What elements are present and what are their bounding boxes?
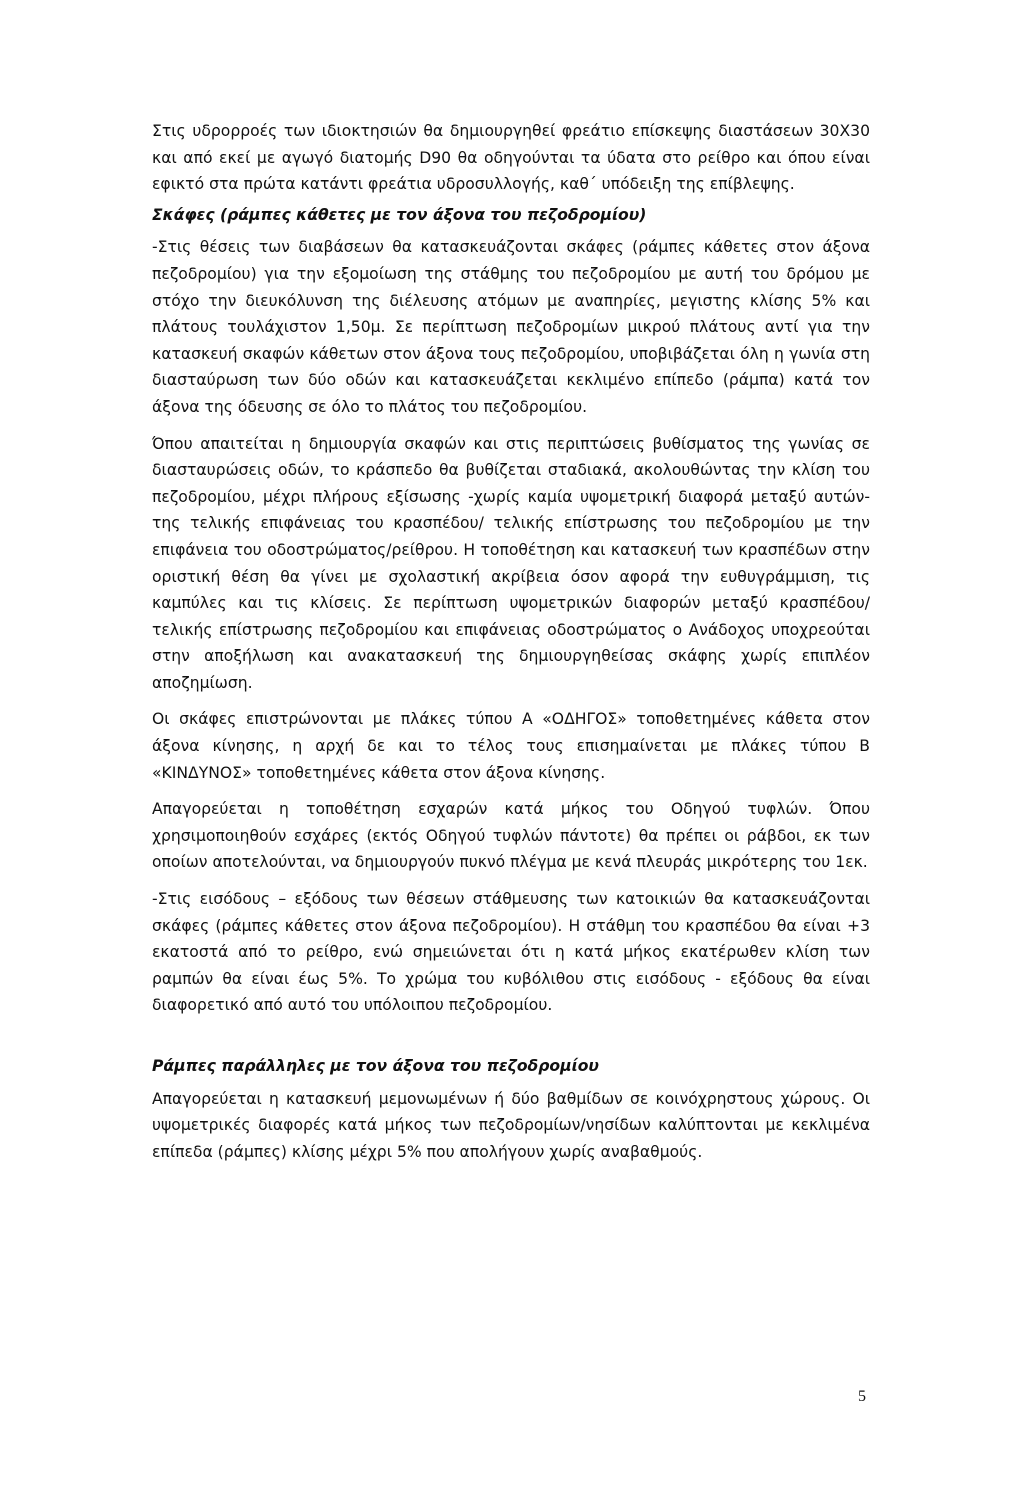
document-body [152,118,870,1175]
paragraph-gratings: Απαγορεύεται η τοποθέτηση εσχαρών κατά μήκος του Οδηγού τυφλών. Όπου χρησιμοποιηθούν εσχάρες (εκτός Οδηγού τυφλών πάντοτε) θα πρέπει οι ράβδοι, εκ των οποίων αποτελούνται, να δημιουργούν πυκνό πλέγμα με κενά πλευράς μικρότερης του 1εκ. [152,800,870,872]
page-number: 5 [858,1388,866,1405]
paragraph-parking-entrances: -Στις εισόδους – εξόδους των θέσεων στάθμευσης των κατοικιών θα κατασκευάζονται σκάφες (ράμπες κάθετες στον άξονα πεζοδρομίου). Η στάθμη του κρασπέδου θα είναι +3 εκατοστά από το ρείθρο, ενώ σημειώνεται ότι η κατά μήκος εκατέρωθεν κλίση των ραμπών θα είναι έως 5%. Το χρώμα του κυβόλιθου στις εισόδους - εξόδους θα είναι διαφορετικό από αυτό του υπόλοιπου πεζοδρομίου. [152,890,870,1015]
paragraph-tactile-tiles: Οι σκάφες επιστρώνονται με πλάκες τύπου Α «ΟΔΗΓΟΣ» τοποθετημένες κάθετα στον άξονα κίνησης, η αρχή δε και το τέλος τους επισημαίνεται με πλάκες τύπου Β «ΚΙΝΔΥΝΟΣ» τοποθετημένες κάθετα στον άξονα κίνησης. [152,710,870,782]
paragraph-crossings: -Στις θέσεις των διαβάσεων θα κατασκευάζονται σκάφες (ράμπες κάθετες στον άξονα πεζοδρομίου) για την εξομοίωση της στάθμης του πεζοδρομίου με αυτή του δρόμου με στόχο την διευκόλυνση της διέλευσης ατόμων με αναπηρίες, μεγιστης κλίσης 5% και πλάτους τουλάχιστον 1,50μ. Σε περίπτωση πεζοδρομίων μικρού πλάτους αντί για την κατασκευή σκαφών κάθετων στον άξονα τους πεζοδρομίου, υποβιβάζεται όλη η γωνία στη διασταύρωση των δύο οδών και κατασκευάζεται κεκλιμένο επίπεδο (ράμπα) κατά τον άξονα της όδευσης σε όλο το πλάτος του πεζοδρομίου. [152,238,870,416]
paragraph-kerb-lowering: Όπου απαιτείται η δημιουργία σκαφών και στις περιπτώσεις βυθίσματος της γωνίας σε διασταυρώσεις οδών, το κράσπεδο θα βυθίζεται σταδιακά, ακολουθώντας την κλίση του πεζοδρομίου, μέχρι πλήρους εξίσωσης -χωρίς καμία υψομετρική διαφορά μεταξύ αυτών- της τελικής επιφάνειας του κρασπέδου/ τελικής επίστρωσης του πεζοδρομίου με την επιφάνεια του οδοστρώματος/ρείθρου. Η τοποθέτηση και κατασκευή των κρασπέδων στην οριστική θέση θα γίνει με σχολαστική ακρίβεια όσον αφορά την ευθυγράμμιση, τις καμπύλες και τις κλίσεις. Σε περίπτωση υψομετρικών διαφορών μεταξύ κρασπέδου/ τελικής επίστρωσης πεζοδρομίου και επιφάνειας οδοστρώματος ο Ανάδοχος υποχρεούται στην αποξήλωση και ανακατασκευή της δημιουργηθείσας σκάφης χωρίς επιπλέον αποζημίωση. [152,434,870,692]
paragraph-gutters: Στις υδρορροές των ιδιοκτησιών θα δημιουργηθεί φρεάτιο επίσκεψης διαστάσεων 30Χ30 και από εκεί με αγωγό διατομής D90 θα οδηγούνται τα ύδατα στο ρείθρο και όπου είναι εφικτό στα πρώτα κατάντι φρεάτια υδροσυλλογής, καθ΄ υπόδειξη της επίβλεψης. [152,122,870,194]
paragraph-steps-prohibited: Απαγορεύεται η κατασκευή μεμονωμένων ή δύο βαθμίδων σε κοινόχρηστους χώρους. Οι υψομετρικές διαφορές κατά μήκος των πεζοδρομίων/νησίδων καλύπτονται με κεκλιμένα επίπεδα (ράμπες) κλίσης μέχρι 5% που απολήγουν χωρίς αναβαθμούς. [152,1089,870,1161]
section-heading-ramps-perpendicular: Σκάφες (ράμπες κάθετες με τον άξονα του πεζοδρομίου) [152,205,647,224]
section-heading-ramps-parallel: Ράμπες παράλληλες με τον άξονα του πεζοδρομίου [152,1057,599,1075]
